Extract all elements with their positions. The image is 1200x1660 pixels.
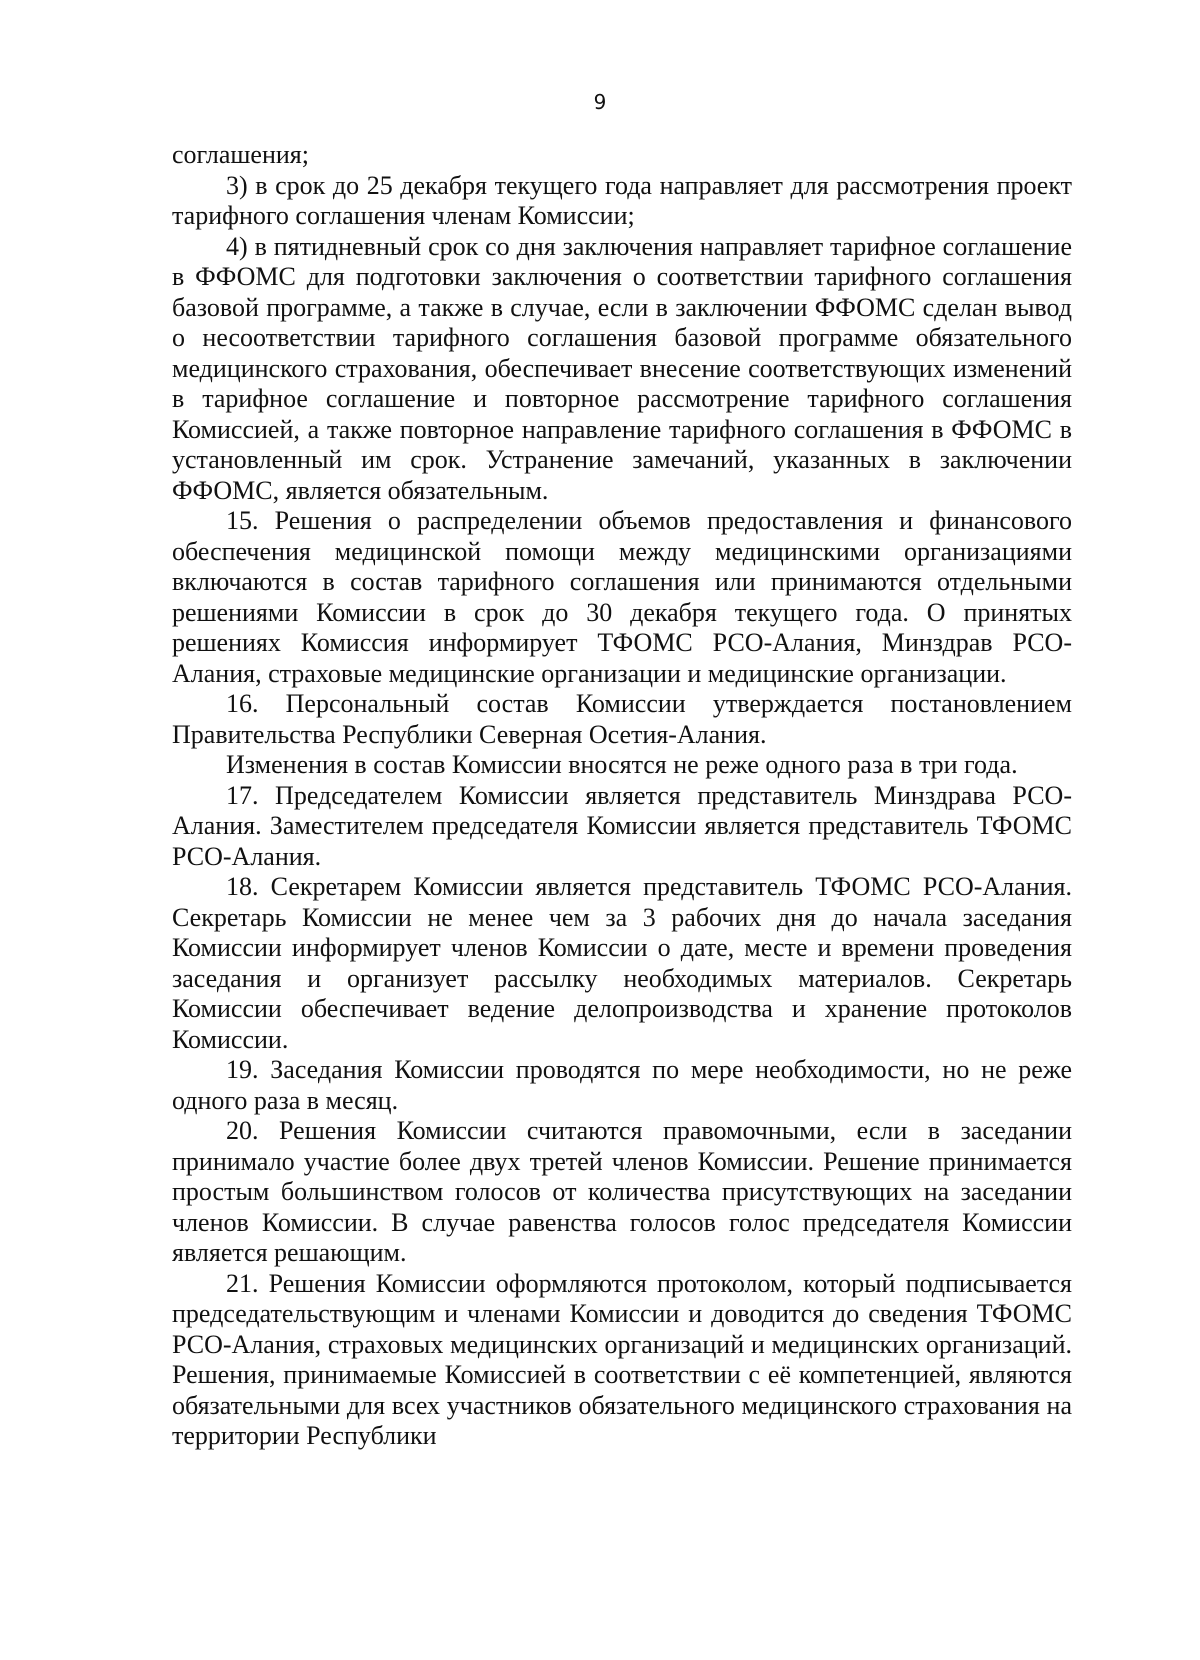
paragraph-20: 20. Решения Комиссии считаются правомочными, если в заседании принимало участие более двух третей членов Комиссии. Решение принимается простым большинством голосов от количества присутствующих на заседании членов Комиссии. В случае равенства голосов голос председателя Комиссии является решающим.: [172, 1116, 1072, 1267]
paragraph-15: 15. Решения о распределении объемов предоставления и финансового обеспечения медицинской помощи между медицинскими организациями включаются в состав тарифного соглашения или принимаются отдельными решениями Комиссии в срок до 30 декабря текущего года. О принятых решениях Комиссия информирует ТФОМС РСО-Алания, Минздрав РСО-Алания, страховые медицинские организации и медицинские организации.: [172, 506, 1072, 688]
paragraph-17: 17. Председателем Комиссии является представитель Минздрава РСО-Алания. Заместителем председателя Комиссии является представитель ТФОМС РСО-Алания.: [172, 780, 1072, 871]
paragraph-16: 16. Персональный состав Комиссии утверждается постановлением Правительства Республики Северная Осетия-Алания.: [172, 689, 1072, 749]
document-body: [172, 140, 1072, 1452]
paragraph-item-4: 4) в пятидневный срок со дня заключения направляет тарифное соглашение в ФФОМС для подготовки заключения о соответствии тарифного соглашения базовой программе, а также в случае, если в заключении ФФОМС сделан вывод о несоответствии тарифного соглашения базовой программе обязательного медицинского страхования, обеспечивает внесение соответствующих изменений в тарифное соглашение и повторное рассмотрение тарифного соглашения Комиссией, а также повторное направление тарифного соглашения в ФФОМС в установленный им срок. Устранение замечаний, указанных в заключении ФФОМС, является обязательным.: [172, 231, 1072, 505]
paragraph-item-3: 3) в срок до 25 декабря текущего года направляет для рассмотрения проект тарифного соглашения членам Комиссии;: [172, 170, 1072, 230]
paragraph-continuation: соглашения;: [172, 140, 309, 169]
page-number: 9: [593, 90, 607, 114]
paragraph-19: 19. Заседания Комиссии проводятся по мере необходимости, но не реже одного раза в месяц.: [172, 1055, 1072, 1115]
paragraph-18: 18. Секретарем Комиссии является представитель ТФОМС РСО-Алания. Секретарь Комиссии не менее чем за 3 рабочих дня до начала заседания Комиссии информирует членов Комиссии о дате, месте и времени проведения заседания и организует рассылку необходимых материалов. Секретарь Комиссии обеспечивает ведение делопроизводства и хранение протоколов Комиссии.: [172, 872, 1072, 1054]
paragraph-16-amendments: Изменения в состав Комиссии вносятся не реже одного раза в три года.: [226, 750, 1018, 779]
paragraph-21: 21. Решения Комиссии оформляются протоколом, который подписывается председательствующим и членами Комиссии и доводится до сведения ТФОМС РСО-Алания, страховых медицинских организаций и медицинских организаций. Решения, принимаемые Комиссией в соответствии с её компетенцией, являются обязательными для всех участников обязательного медицинского страхования на территории Республики: [172, 1268, 1072, 1450]
